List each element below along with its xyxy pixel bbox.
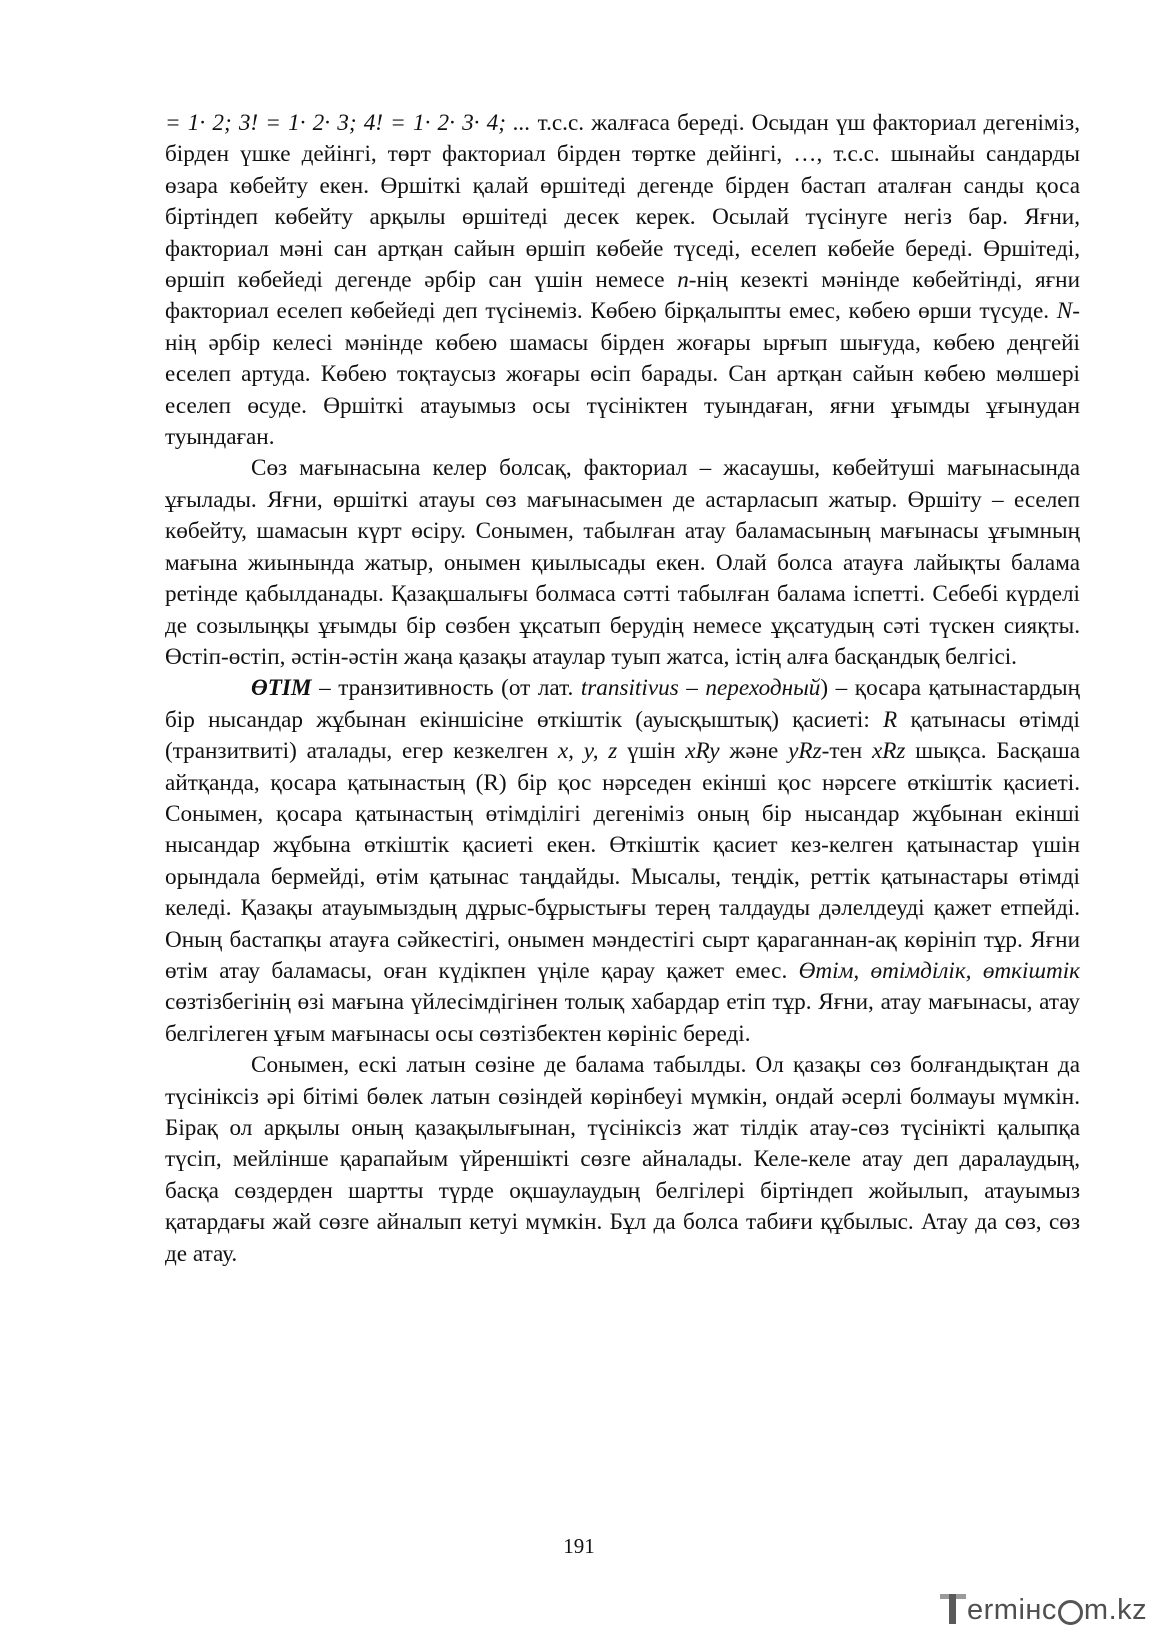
italic-run: xRz [871,738,906,765]
logo-text-right: m.kz [1083,1593,1148,1626]
text-run: – транзитивность (от лат. [311,675,581,702]
page-body [165,108,1080,1270]
text-run: сөзтізбегінің өзі мағына үйлесімдігінен толық хабардар етіп тұр. Яғни, атау мағынасы, атау белгілеген ұғым мағынасы осы сөзтізбектен көрініс береді. [165,989,1080,1047]
paragraph [165,1050,1080,1270]
italic-run: transitivus – переходный [580,675,821,702]
paragraph [165,673,1080,1050]
text-run: қатынасы өтімді (транзитвиті) аталады, егер кезкелген [165,706,1081,765]
text-run: Сөз мағынасына келер болсақ, факториал – жасаушы, көбейтуші мағынасында ұғылады. Яғни, өршіткі атауы сөз мағынасымен де астарласып жатыр. Өршіту – еселеп көбейту, шамасын күрт өсіру. Сонымен, табылған атау баламасының мағынасы ұғымның мағына жиынында жатыр, онымен қиылысады екен. Олай болса атауға лайықты балама ретінде қабылданады. Қазақшалығы болмаса сәтті табылған балама іспетті. Себебі күрделі де созылыңқы ұғымды бір сөзбен ұқсатып берудің немесе ұқсатудың сәті түскен сияқты. Өстіп-өстіп, әстін-әстін жаңа қазақы атаулар туып жатса, істің алға басқандық белгісі. [165,455,1080,670]
italic-run: = 1· 2; 3! = 1· 2· 3; 4! = 1· 2· 3· 4; ... [165,110,531,136]
text-run: ) – қосара қатынастардың бір нысандар жұбынан екіншісіне өткіштік (ауысқыштық) қасиеті: [165,675,1080,733]
text-run: -нің кезекті мәнінде көбейтінді, яғни факториал еселеп көбейеді деп түсінеміз. Көбею бірқалыпты емес, көбею өрши түсуде. [165,267,1080,325]
text-run: үшін [617,738,686,765]
termincom-logo [940,1590,1150,1630]
paragraph [165,108,1080,453]
text-run: шықса. Басқаша айтқанда, қосара қатынастың (R) бір қос нәрседен екінші қос нәрсеге өткіштік қасиеті. Сонымен, қосара қатынастың өтімділігі дегеніміз оның бір нысандар жұбынан екінші нысандар жұбына өткіштік қасиеті екен. Өткіштік қасиет кез-келген қатынастар үшін орындала бермейді, өтім қатынас таңдайды. Мысалы, теңдік, реттік қатынастары өтімді келеді. Қазақы атауымыздың дұрыс-бұрыстығы терең талдауды дәлелдеуді қажет етпейді. Оның бастапқы атауға сәйкестігі, онымен мәндестігі сырт қараганнан-ақ көрініп тұр. Яғни өтім атау баламасы, оған күдікпен үңіле қарау қажет емес. [165,738,1080,984]
italic-run: Өтім, өтімділік, өткіштік [798,957,1081,984]
paragraph [165,453,1080,673]
text-run: -тен [821,738,872,765]
logo-o-circle [1058,1600,1083,1625]
italic-run: N [1056,298,1073,325]
italic-run: n [677,267,689,294]
logo-t-glyph [940,1592,966,1628]
italic-run: x, y, z [557,738,618,765]
text-run: және [719,738,789,765]
italic-run: R [883,706,898,733]
logo-text-left: ermінc [967,1593,1057,1626]
text-run: Сонымен, ескі латын сөзіне де балама табылды. Ол қазақы сөз болғандықтан да түсініксіз әрі бітімі бөлек латын сөзіндей көрінбеуі мүмкін, ондай әсерлі болмауы мүмкін. Бірақ ол арқылы оның қазақылығынан, түсініксіз жат тілдік атау-сөз түсінікті қалыпқа түсіп, мейлінше қарапайым үйреншікті сөзге айналады. Келе-келе атау деп даралаудың, басқа сөздерден шартты түрде оқшаулаудың белгілері біртіндеп жойылып, атауымыз қатардағы жай сөзге айналып кетуі мүмкін. Бұл да болса табиғи құбылыс. Атау да сөз, сөз де атау. [165,1052,1080,1267]
term-heading: ӨТІМ [251,675,312,702]
italic-run: yRz [788,738,822,765]
text-run: т.с.с. жалғаса береді. Осыдан үш факториал дегеніміз, бірден үшке дейінгі, төрт факториал бірден төртке дейінгі, …, т.с.с. шынайы сандарды өзара көбейту екен. Өршіткі қалай өршітеді дегенде бірден бастап аталған санды қоса біртіндеп көбейту арқылы өршітеді десек керек. Осылай түсінуге негіз бар. Яғни, факториал мәні сан артқан сайын өршіп көбейе түседі, еселеп көбейе береді. Өршітеді, өршіп көбейеді дегенде әрбір сан үшін немесе [165,110,1080,294]
page-number: 191 [563,1534,595,1558]
text-run: -нің әрбір келесі мәнінде көбею шамасы бірден жоғары ырғып шығуда, көбею деңгейі еселеп артуда. Көбею тоқтаусыз жоғары өсіп барады. Сан артқан сайын көбею мөлшері еселеп өсуде. Өршіткі атауымыз осы түсініктен туындаған, яғни ұғымды ұғынудан туындаған. [165,298,1080,451]
italic-run: xRy [685,738,720,765]
